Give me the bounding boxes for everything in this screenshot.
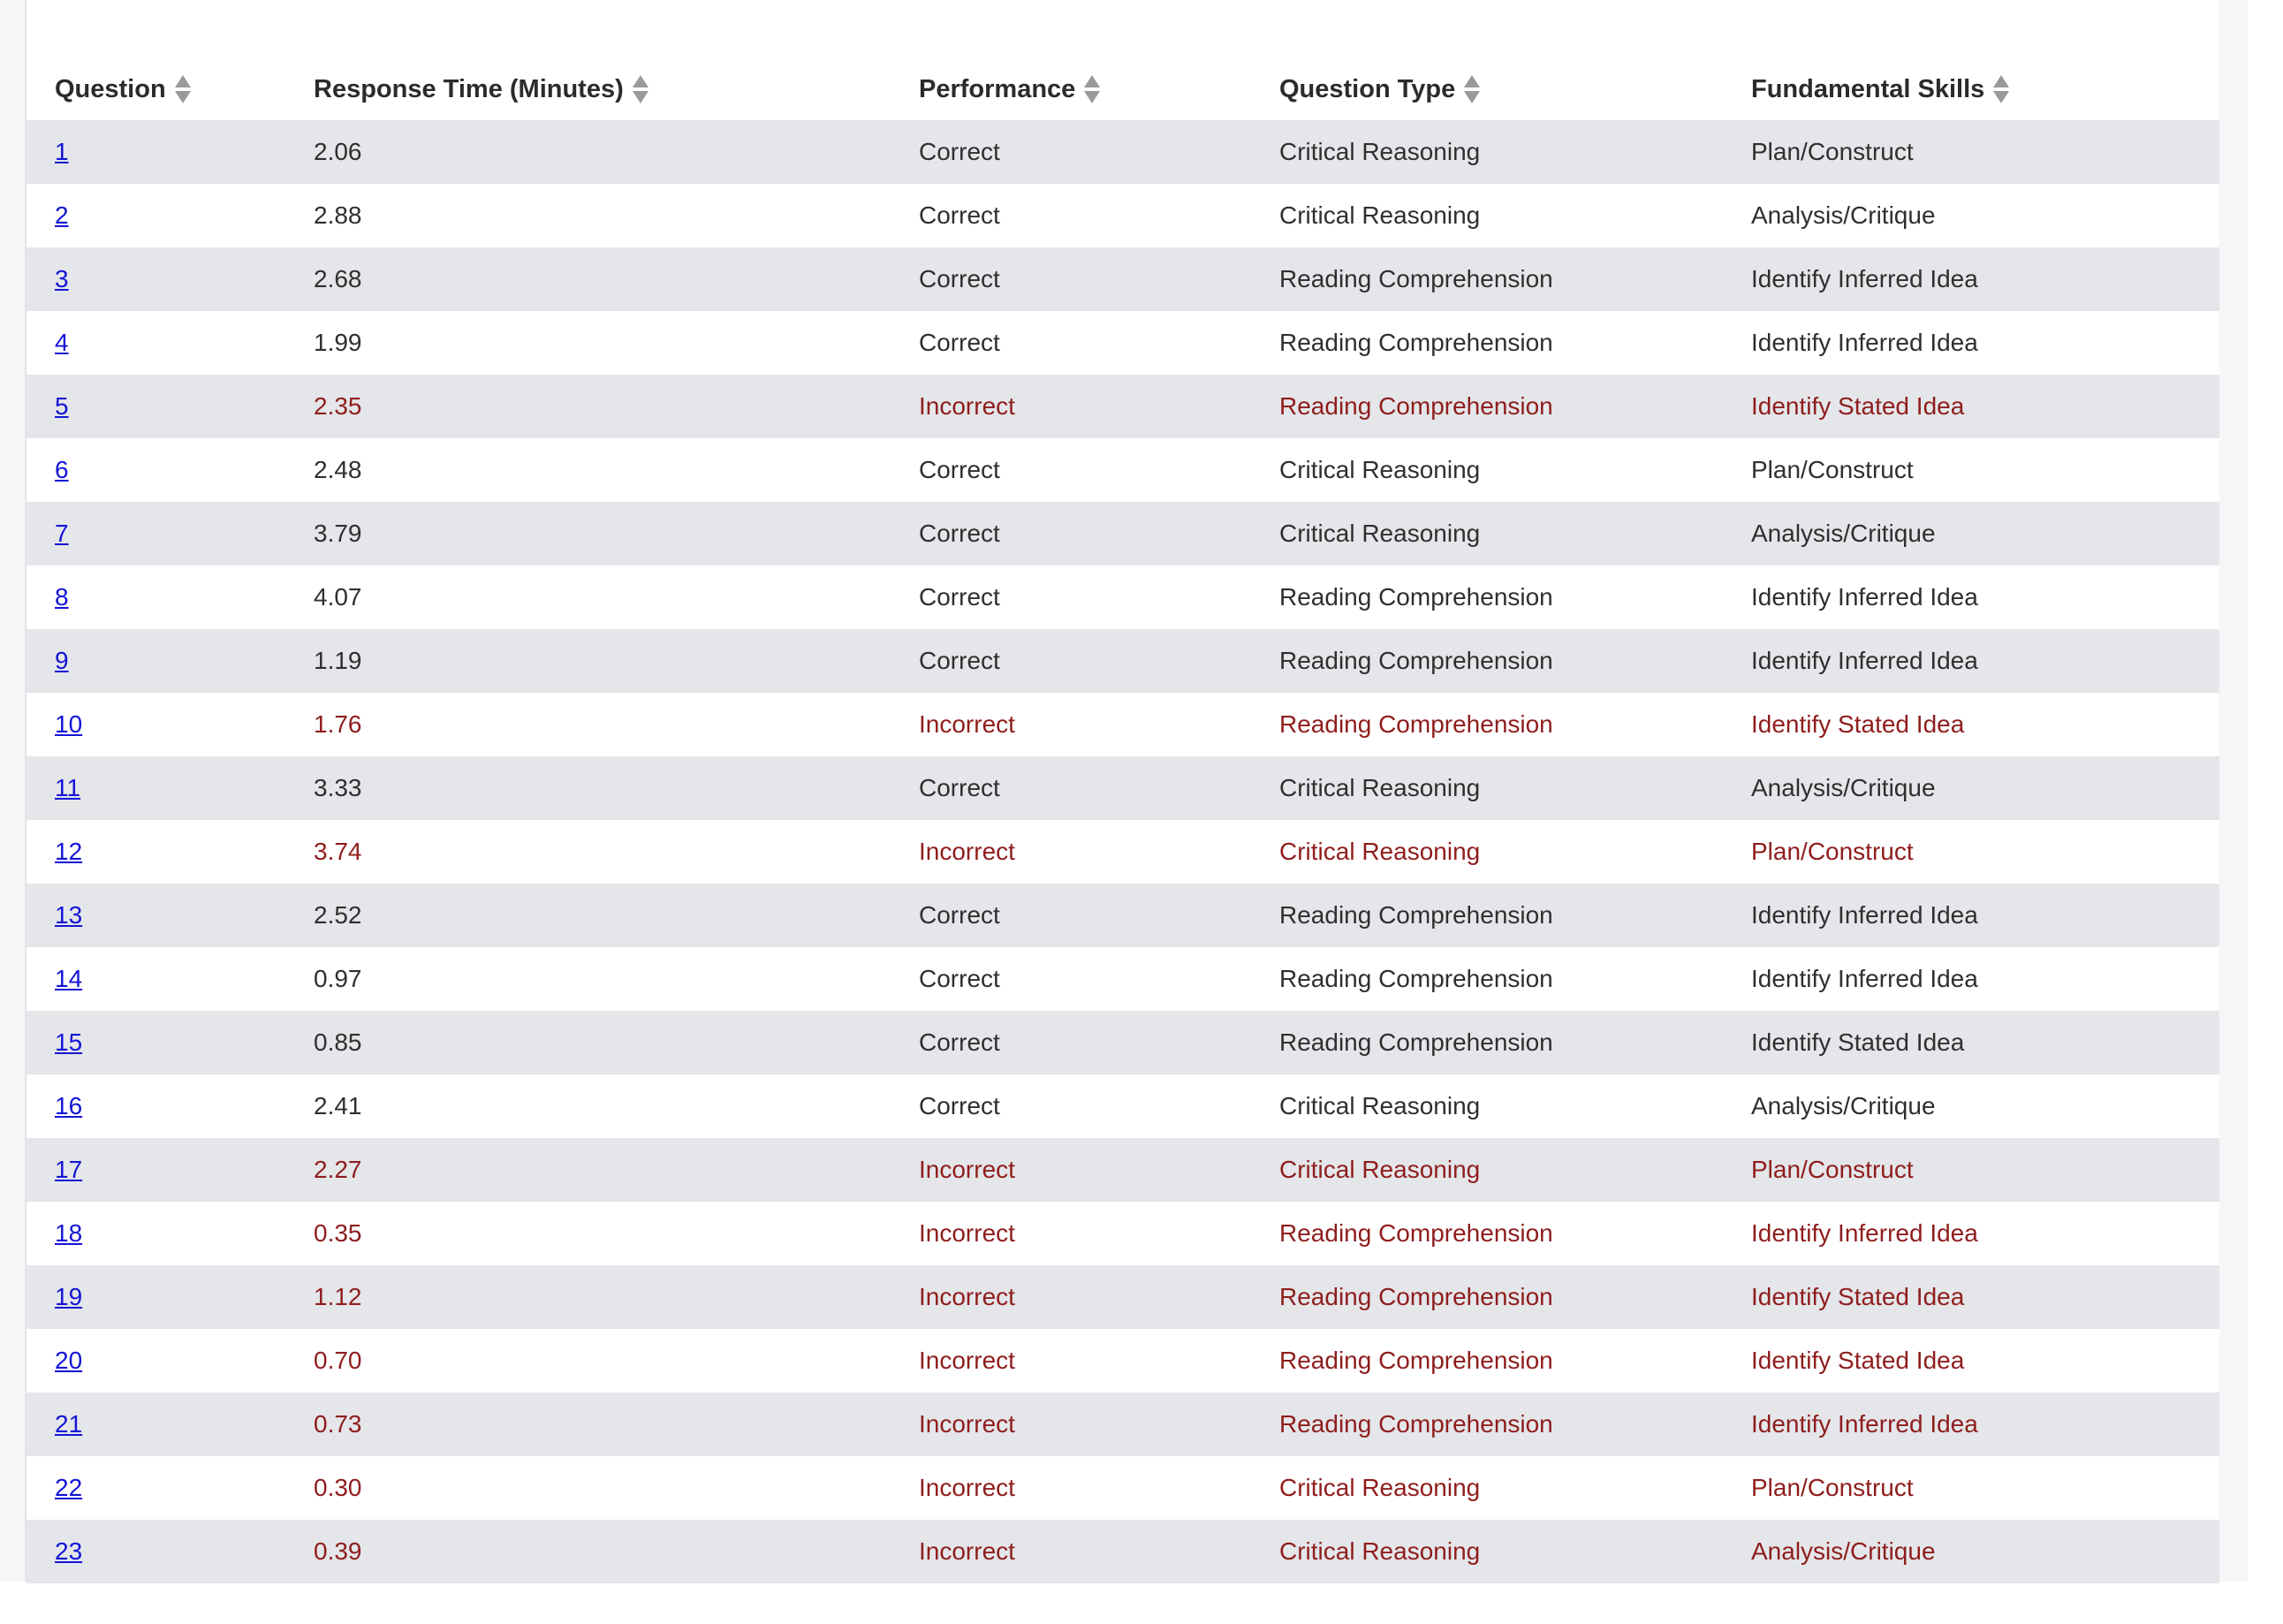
cell-performance: Correct xyxy=(919,311,1279,375)
cell-response-time: 4.07 xyxy=(314,565,919,629)
cell-question-type: Critical Reasoning xyxy=(1279,1456,1751,1520)
cell-performance: Correct xyxy=(919,1011,1279,1074)
cell-question-type: Reading Comprehension xyxy=(1279,311,1751,375)
cell-question xyxy=(27,1329,314,1393)
column-header-question[interactable] xyxy=(27,0,314,120)
sort-arrows-icon[interactable] xyxy=(175,74,191,104)
cell-response-time: 0.70 xyxy=(314,1329,919,1393)
table-row xyxy=(27,438,2219,502)
cell-question xyxy=(27,1138,314,1202)
cell-question-type: Reading Comprehension xyxy=(1279,1329,1751,1393)
cell-fundamental-skills: Analysis/Critique xyxy=(1751,756,2219,820)
sort-arrows-icon[interactable] xyxy=(633,74,648,104)
cell-question xyxy=(27,756,314,820)
cell-response-time: 1.12 xyxy=(314,1265,919,1329)
question-link[interactable]: 19 xyxy=(55,1283,83,1310)
cell-performance: Incorrect xyxy=(919,693,1279,756)
cell-performance: Incorrect xyxy=(919,820,1279,884)
question-link[interactable]: 13 xyxy=(55,901,83,929)
column-header-fundamental-skills-label: Fundamental Skills xyxy=(1751,74,1985,103)
table-row xyxy=(27,120,2219,184)
cell-question-type: Reading Comprehension xyxy=(1279,1265,1751,1329)
cell-performance: Correct xyxy=(919,120,1279,184)
question-link[interactable]: 17 xyxy=(55,1156,83,1183)
cell-question xyxy=(27,1520,314,1583)
cell-question-type: Reading Comprehension xyxy=(1279,947,1751,1011)
question-link[interactable]: 22 xyxy=(55,1474,83,1501)
cell-question xyxy=(27,1393,314,1456)
cell-response-time: 3.33 xyxy=(314,756,919,820)
cell-response-time: 3.79 xyxy=(314,502,919,565)
cell-fundamental-skills: Identify Inferred Idea xyxy=(1751,311,2219,375)
column-header-fundamental-skills[interactable] xyxy=(1751,0,2219,120)
cell-question-type: Critical Reasoning xyxy=(1279,502,1751,565)
question-link[interactable]: 5 xyxy=(55,392,69,420)
cell-question-type: Reading Comprehension xyxy=(1279,375,1751,438)
cell-fundamental-skills: Identify Inferred Idea xyxy=(1751,565,2219,629)
cell-response-time: 1.99 xyxy=(314,311,919,375)
question-link[interactable]: 16 xyxy=(55,1092,83,1119)
table-header-row xyxy=(27,0,2219,120)
column-header-response-time-label: Response Time (Minutes) xyxy=(314,74,624,103)
cell-fundamental-skills: Identify Stated Idea xyxy=(1751,375,2219,438)
question-link[interactable]: 6 xyxy=(55,456,69,483)
cell-performance: Incorrect xyxy=(919,1393,1279,1456)
cell-question xyxy=(27,947,314,1011)
table-row xyxy=(27,1393,2219,1456)
cell-response-time: 0.85 xyxy=(314,1011,919,1074)
column-header-performance-label: Performance xyxy=(919,74,1076,103)
cell-question-type: Reading Comprehension xyxy=(1279,1202,1751,1265)
cell-question xyxy=(27,247,314,311)
results-table-container xyxy=(25,0,2219,1582)
cell-question xyxy=(27,1074,314,1138)
cell-question xyxy=(27,184,314,247)
table-body xyxy=(27,120,2219,1583)
cell-fundamental-skills: Identify Inferred Idea xyxy=(1751,947,2219,1011)
cell-question xyxy=(27,1456,314,1520)
cell-question-type: Reading Comprehension xyxy=(1279,1011,1751,1074)
cell-performance: Correct xyxy=(919,565,1279,629)
cell-fundamental-skills: Plan/Construct xyxy=(1751,438,2219,502)
question-link[interactable]: 21 xyxy=(55,1410,83,1438)
cell-response-time: 3.74 xyxy=(314,820,919,884)
cell-question-type: Reading Comprehension xyxy=(1279,247,1751,311)
question-link[interactable]: 9 xyxy=(55,647,69,674)
column-header-question-type[interactable] xyxy=(1279,0,1751,120)
cell-performance: Correct xyxy=(919,247,1279,311)
cell-performance: Correct xyxy=(919,884,1279,947)
cell-fundamental-skills: Identify Inferred Idea xyxy=(1751,1393,2219,1456)
table-row xyxy=(27,884,2219,947)
cell-performance: Incorrect xyxy=(919,1456,1279,1520)
cell-fundamental-skills: Identify Inferred Idea xyxy=(1751,247,2219,311)
cell-response-time: 0.35 xyxy=(314,1202,919,1265)
cell-fundamental-skills: Analysis/Critique xyxy=(1751,502,2219,565)
cell-question xyxy=(27,884,314,947)
table-row xyxy=(27,311,2219,375)
cell-question xyxy=(27,693,314,756)
column-header-question-type-label: Question Type xyxy=(1279,74,1456,103)
table-row xyxy=(27,375,2219,438)
cell-response-time: 2.88 xyxy=(314,184,919,247)
cell-question-type: Reading Comprehension xyxy=(1279,884,1751,947)
cell-performance: Correct xyxy=(919,756,1279,820)
cell-question-type: Critical Reasoning xyxy=(1279,1520,1751,1583)
cell-question-type: Critical Reasoning xyxy=(1279,184,1751,247)
table-row xyxy=(27,1265,2219,1329)
cell-question-type: Critical Reasoning xyxy=(1279,438,1751,502)
cell-response-time: 2.68 xyxy=(314,247,919,311)
cell-question-type: Reading Comprehension xyxy=(1279,565,1751,629)
cell-question xyxy=(27,1202,314,1265)
cell-performance: Incorrect xyxy=(919,1138,1279,1202)
cell-question-type: Reading Comprehension xyxy=(1279,693,1751,756)
cell-question-type: Critical Reasoning xyxy=(1279,820,1751,884)
cell-response-time: 2.41 xyxy=(314,1074,919,1138)
sort-arrows-icon[interactable] xyxy=(1464,74,1480,104)
column-header-question-label: Question xyxy=(55,74,166,103)
cell-question xyxy=(27,629,314,693)
table-row xyxy=(27,1138,2219,1202)
question-link[interactable]: 8 xyxy=(55,583,69,611)
cell-response-time: 2.52 xyxy=(314,884,919,947)
cell-performance: Incorrect xyxy=(919,1329,1279,1393)
cell-response-time: 0.39 xyxy=(314,1520,919,1583)
cell-fundamental-skills: Identify Stated Idea xyxy=(1751,693,2219,756)
table-row xyxy=(27,947,2219,1011)
table-row xyxy=(27,1202,2219,1265)
cell-fundamental-skills: Identify Stated Idea xyxy=(1751,1265,2219,1329)
cell-performance: Incorrect xyxy=(919,1265,1279,1329)
cell-question xyxy=(27,1265,314,1329)
table-footer-space xyxy=(27,1583,2219,1624)
table-row xyxy=(27,247,2219,311)
table-row xyxy=(27,1074,2219,1138)
question-link[interactable]: 23 xyxy=(55,1537,83,1565)
cell-response-time: 2.27 xyxy=(314,1138,919,1202)
cell-response-time: 2.48 xyxy=(314,438,919,502)
cell-question xyxy=(27,565,314,629)
table-row xyxy=(27,820,2219,884)
right-gutter xyxy=(2219,0,2248,1582)
sort-arrows-icon[interactable] xyxy=(1993,74,2009,104)
cell-performance: Correct xyxy=(919,629,1279,693)
cell-performance: Incorrect xyxy=(919,1520,1279,1583)
table-row xyxy=(27,629,2219,693)
cell-question-type: Critical Reasoning xyxy=(1279,1074,1751,1138)
cell-fundamental-skills: Plan/Construct xyxy=(1751,1456,2219,1520)
cell-performance: Correct xyxy=(919,1074,1279,1138)
table-row xyxy=(27,1329,2219,1393)
table-row xyxy=(27,693,2219,756)
question-link[interactable]: 18 xyxy=(55,1219,83,1247)
question-link[interactable]: 14 xyxy=(55,965,83,992)
cell-performance: Correct xyxy=(919,438,1279,502)
cell-fundamental-skills: Plan/Construct xyxy=(1751,1138,2219,1202)
cell-fundamental-skills: Identify Inferred Idea xyxy=(1751,1202,2219,1265)
table-row xyxy=(27,184,2219,247)
cell-response-time: 0.30 xyxy=(314,1456,919,1520)
cell-fundamental-skills: Identify Stated Idea xyxy=(1751,1329,2219,1393)
cell-question xyxy=(27,502,314,565)
cell-fundamental-skills: Analysis/Critique xyxy=(1751,1074,2219,1138)
cell-question xyxy=(27,375,314,438)
cell-response-time: 0.73 xyxy=(314,1393,919,1456)
table-row xyxy=(27,1456,2219,1520)
cell-fundamental-skills: Identify Inferred Idea xyxy=(1751,884,2219,947)
table-row xyxy=(27,565,2219,629)
question-link[interactable]: 4 xyxy=(55,329,69,356)
cell-question xyxy=(27,1011,314,1074)
cell-question-type: Critical Reasoning xyxy=(1279,120,1751,184)
cell-fundamental-skills: Plan/Construct xyxy=(1751,820,2219,884)
cell-question xyxy=(27,820,314,884)
question-link[interactable]: 1 xyxy=(55,138,69,165)
cell-response-time: 1.76 xyxy=(314,693,919,756)
question-link[interactable]: 10 xyxy=(55,710,83,738)
cell-fundamental-skills: Plan/Construct xyxy=(1751,120,2219,184)
cell-question-type: Critical Reasoning xyxy=(1279,756,1751,820)
question-link[interactable]: 7 xyxy=(55,520,69,547)
table-row xyxy=(27,1520,2219,1583)
question-link[interactable]: 12 xyxy=(55,838,83,865)
cell-fundamental-skills: Identify Stated Idea xyxy=(1751,1011,2219,1074)
cell-fundamental-skills: Identify Inferred Idea xyxy=(1751,629,2219,693)
cell-question xyxy=(27,438,314,502)
cell-question-type: Reading Comprehension xyxy=(1279,629,1751,693)
question-link[interactable]: 2 xyxy=(55,201,69,229)
table-row xyxy=(27,1011,2219,1074)
cell-question xyxy=(27,311,314,375)
cell-performance: Correct xyxy=(919,502,1279,565)
cell-performance: Correct xyxy=(919,184,1279,247)
question-link[interactable]: 20 xyxy=(55,1347,83,1374)
column-header-performance[interactable] xyxy=(919,0,1279,120)
cell-performance: Incorrect xyxy=(919,375,1279,438)
cell-question xyxy=(27,120,314,184)
cell-question-type: Reading Comprehension xyxy=(1279,1393,1751,1456)
cell-response-time: 2.35 xyxy=(314,375,919,438)
table-row xyxy=(27,756,2219,820)
column-header-response-time[interactable] xyxy=(314,0,919,120)
question-link[interactable]: 15 xyxy=(55,1028,83,1056)
left-gutter xyxy=(0,0,25,1582)
question-link[interactable]: 11 xyxy=(55,774,81,801)
cell-performance: Correct xyxy=(919,947,1279,1011)
cell-fundamental-skills: Analysis/Critique xyxy=(1751,184,2219,247)
cell-question-type: Critical Reasoning xyxy=(1279,1138,1751,1202)
cell-fundamental-skills: Analysis/Critique xyxy=(1751,1520,2219,1583)
table-row xyxy=(27,502,2219,565)
cell-response-time: 1.19 xyxy=(314,629,919,693)
question-results-table xyxy=(27,0,2219,1583)
table-header xyxy=(27,0,2219,120)
cell-performance: Incorrect xyxy=(919,1202,1279,1265)
cell-response-time: 2.06 xyxy=(314,120,919,184)
question-link[interactable]: 3 xyxy=(55,265,69,292)
cell-response-time: 0.97 xyxy=(314,947,919,1011)
sort-arrows-icon[interactable] xyxy=(1084,74,1100,104)
